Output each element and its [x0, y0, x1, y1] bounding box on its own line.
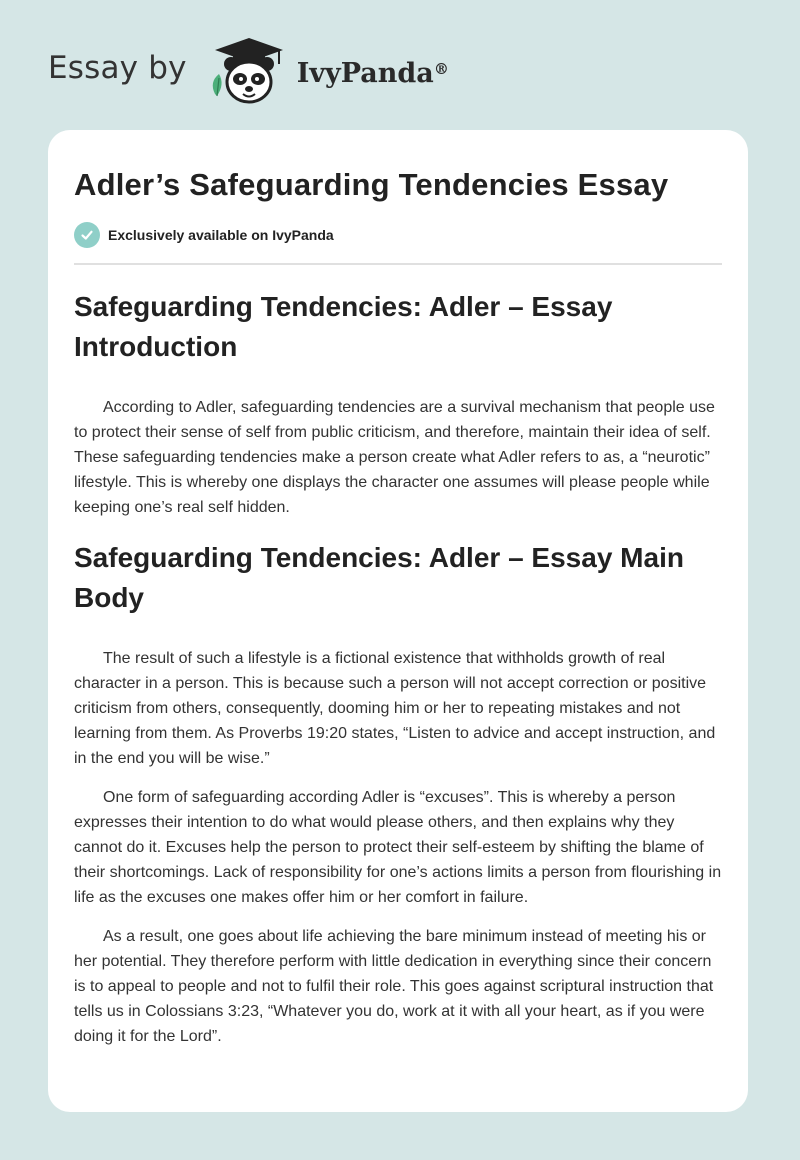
essay-by-label: Essay by	[48, 50, 187, 86]
section-heading-main-body: Safeguarding Tendencies: Adler – Essay Main Body	[74, 542, 684, 613]
site-header	[48, 34, 449, 106]
panda-logo-icon[interactable]	[205, 34, 293, 106]
paragraph: As a result, one goes about life achieving the bare minimum instead of meeting his or her potential. They therefore perform with little dedication in everything since their concern is to appeal to people and not to fulfil their role. This goes against scriptural instruction that tells us in Colossians 3:23, “Whatever you do, work at it with all your heart, as if you were doing it for the Lord”.	[74, 928, 714, 1045]
section-heading-introduction: Safeguarding Tendencies: Adler – Essay Introduction	[74, 291, 613, 362]
check-icon	[74, 222, 100, 248]
essay-card	[48, 130, 748, 1112]
exclusive-badge-label: Exclusively available on IvyPanda	[108, 227, 334, 243]
brand-name[interactable]: IvyPanda®	[296, 57, 449, 89]
exclusive-badge	[74, 222, 722, 265]
paragraph: The result of such a lifestyle is a fictional existence that withholds growth of real character in a person. This is because such a person will not accept correction or positive criticism from others, consequently, dooming him or her to repeating mistakes and not learning from them. As Proverbs 19:20 states, “Listen to advice and accept instruction, and in the end you will be wise.”	[74, 650, 716, 767]
paragraph: One form of safeguarding according Adler is “excuses”. This is whereby a person expresses their intention to do what would please others, and then explains why they cannot do it. Excuses help the person to protect their self-esteem by shifting the blame of their shortcomings. Lack of responsibility for one’s actions limits a person from flourishing in life as the excuses one makes offer him or her comfort in failure.	[74, 789, 722, 906]
page-title: Adler’s Safeguarding Tendencies Essay	[74, 167, 669, 202]
paragraph: According to Adler, safeguarding tendencies are a survival mechanism that people use to protect their sense of self from public criticism, and therefore, maintain their idea of self. These safeguarding tendencies make a person create what Adler refers to as, a “neurotic” lifestyle. This is whereby one displays the character one assumes will please people while keeping one’s real self hidden.	[74, 399, 715, 516]
